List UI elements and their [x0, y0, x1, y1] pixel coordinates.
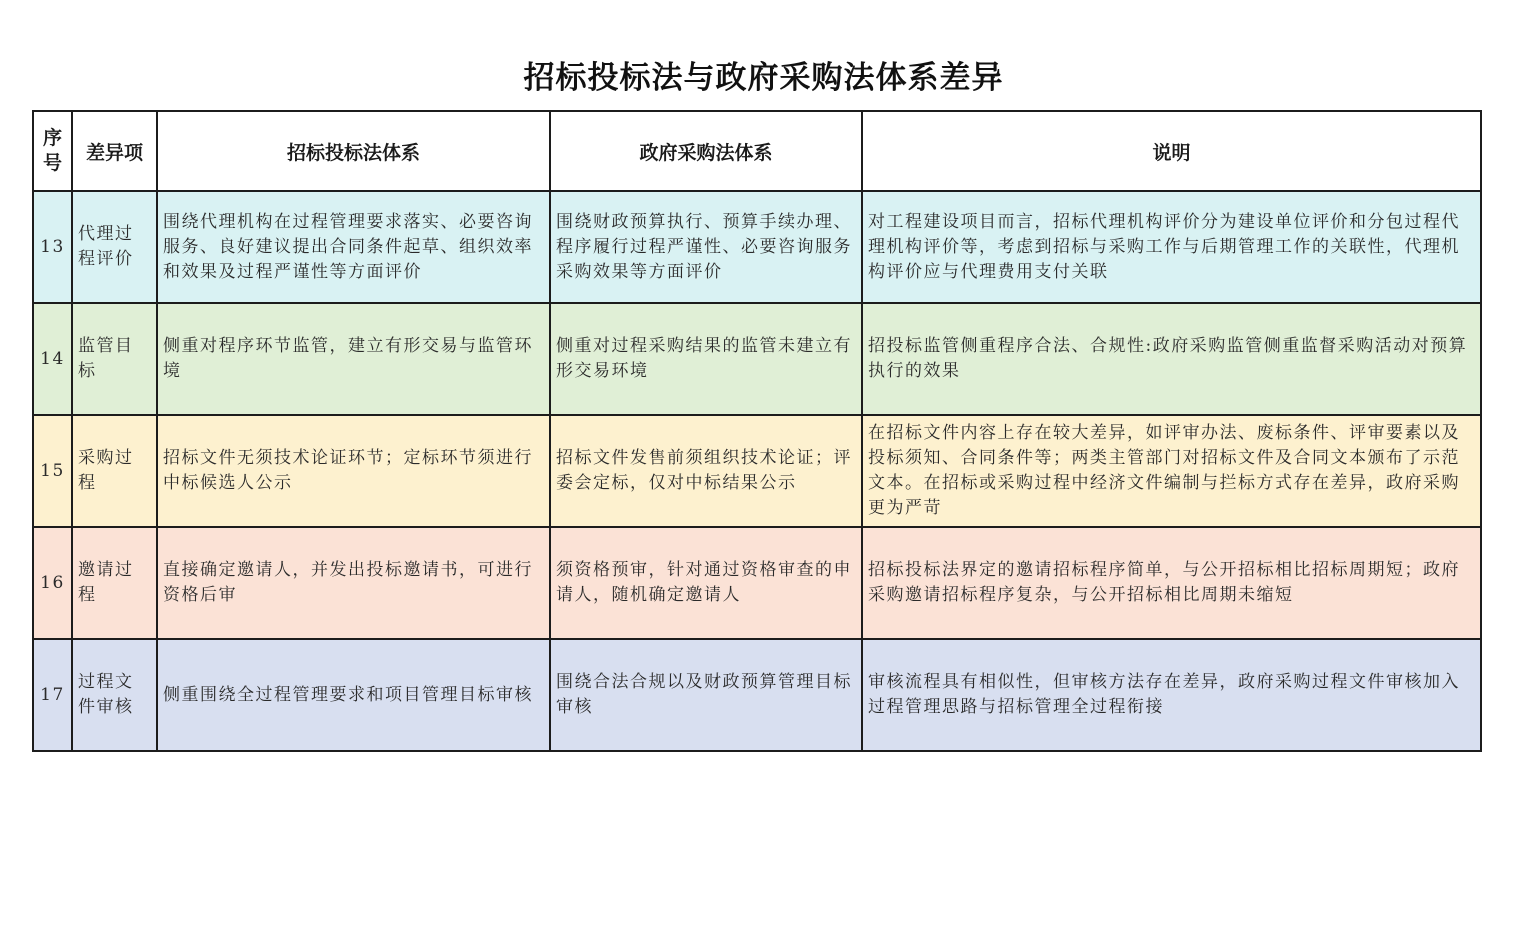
- row-item: 代理过程评价: [72, 191, 157, 303]
- row-note: 审核流程具有相似性，但审核方法存在差异，政府采购过程文件审核加入过程管理思路与招标管理全过程衔接: [862, 639, 1481, 751]
- header-item: 差异项: [72, 111, 157, 191]
- row-seq: 17: [33, 639, 72, 751]
- row-bidding: 侧重对程序环节监管，建立有形交易与监管环境: [157, 303, 550, 415]
- header-note: 说明: [862, 111, 1481, 191]
- row-bidding: 直接确定邀请人，并发出投标邀请书，可进行资格后审: [157, 527, 550, 639]
- table-row: [33, 639, 1481, 751]
- row-item: 邀请过程: [72, 527, 157, 639]
- header-procurement-law: 政府采购法体系: [550, 111, 862, 191]
- table-row: [33, 527, 1481, 639]
- row-procurement: 侧重对过程采购结果的监管未建立有形交易环境: [550, 303, 862, 415]
- row-note: 对工程建设项目而言，招标代理机构评价分为建设单位评价和分包过程代理机构评价等，考虑到招标与采购工作与后期管理工作的关联性，代理机构评价应与代理费用支付关联: [862, 191, 1481, 303]
- table-row: [33, 303, 1481, 415]
- row-item: 过程文件审核: [72, 639, 157, 751]
- row-note: 招投标监管侧重程序合法、合规性:政府采购监管侧重监督采购活动对预算执行的效果: [862, 303, 1481, 415]
- header-bidding-law: 招标投标法体系: [157, 111, 550, 191]
- row-note: 招标投标法界定的邀请招标程序简单，与公开招标相比招标周期短；政府采购邀请招标程序复杂，与公开招标相比周期未缩短: [862, 527, 1481, 639]
- row-bidding: 围绕代理机构在过程管理要求落实、必要咨询服务、良好建议提出合同条件起草、组织效率和效果及过程严谨性等方面评价: [157, 191, 550, 303]
- row-seq: 14: [33, 303, 72, 415]
- row-procurement: 招标文件发售前须组织技术论证；评委会定标，仅对中标结果公示: [550, 415, 862, 527]
- row-seq: 15: [33, 415, 72, 527]
- table-header-row: [33, 111, 1481, 191]
- row-note: 在招标文件内容上存在较大差异，如评审办法、废标条件、评审要素以及投标须知、合同条件等；两类主管部门对招标文件及合同文本颁布了示范文本。在招标或采购过程中经济文件编制与拦标方式存在差异，政府采购更为严苛: [862, 415, 1481, 527]
- row-bidding: 侧重围绕全过程管理要求和项目管理目标审核: [157, 639, 550, 751]
- comparison-table: [32, 110, 1482, 752]
- row-item: 采购过程: [72, 415, 157, 527]
- row-item: 监管目标: [72, 303, 157, 415]
- row-procurement: 围绕财政预算执行、预算手续办理、程序履行过程严谨性、必要咨询服务采购效果等方面评价: [550, 191, 862, 303]
- row-seq: 13: [33, 191, 72, 303]
- table-row: [33, 191, 1481, 303]
- row-procurement: 围绕合法合规以及财政预算管理目标审核: [550, 639, 862, 751]
- header-seq: 序号: [33, 111, 72, 191]
- page-title: 招标投标法与政府采购法体系差异: [523, 60, 1004, 96]
- table-row: [33, 415, 1481, 527]
- row-procurement: 须资格预审，针对通过资格审查的申请人，随机确定邀请人: [550, 527, 862, 639]
- row-bidding: 招标文件无须技术论证环节；定标环节须进行中标候选人公示: [157, 415, 550, 527]
- row-seq: 16: [33, 527, 72, 639]
